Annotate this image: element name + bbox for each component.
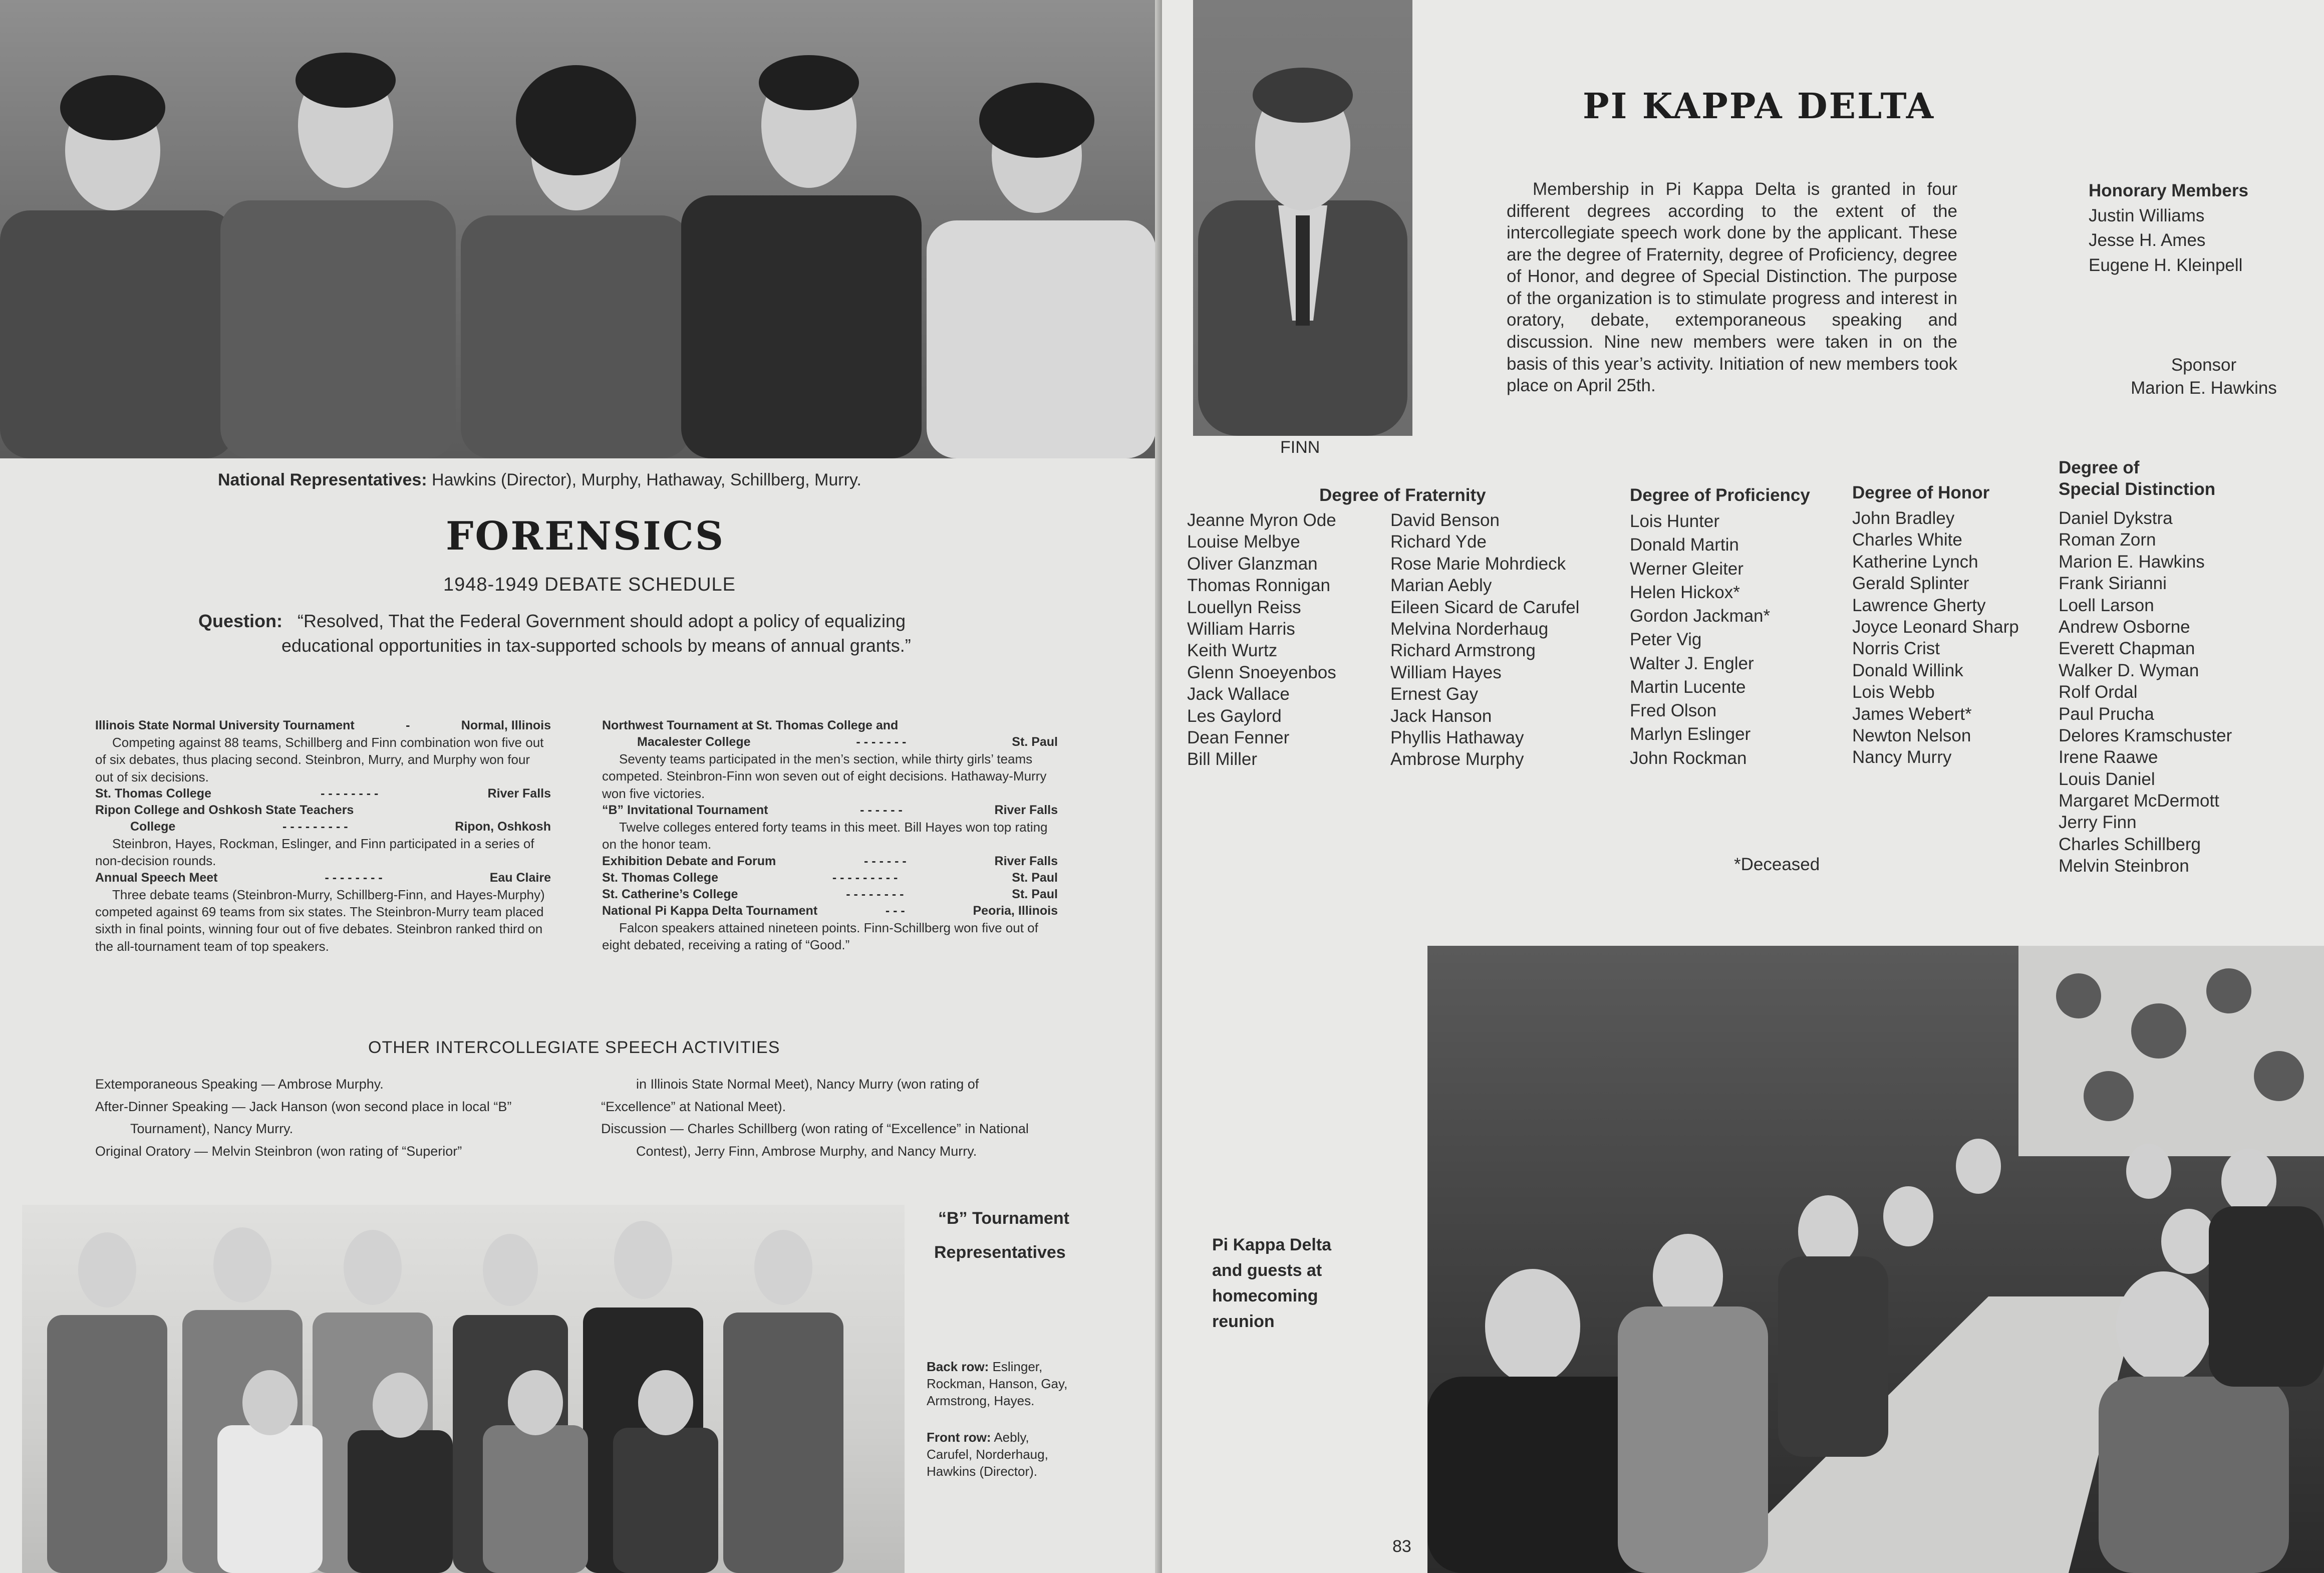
member-name: Fred Olson [1630,701,1717,720]
member-name: Marian Aebly [1390,576,1492,596]
event-name: College [130,819,176,834]
member-name: Nancy Murry [1852,747,1952,767]
member-name: Donald Martin [1630,535,1739,555]
member-name: Rolf Ordal [2059,682,2138,702]
member-name: Eileen Sicard de Carufel [1390,597,1580,617]
schedule-row [602,717,1058,734]
event-place: St. Paul [1012,735,1058,749]
member-name: Jack Hanson [1390,706,1492,726]
member-name: Lois Hunter [1630,511,1719,531]
leader-dots: - - - - - - - - - [282,819,348,834]
member-name: Delores Kramschuster [2059,725,2232,745]
event-place: River Falls [487,786,551,801]
event-description: Steinbron, Hayes, Rockman, Eslinger, and Finn participated in a series of non-decision rounds. [95,836,534,869]
member-name: Louellyn Reiss [1187,597,1301,617]
event-name: Exhibition Debate and Forum [602,854,776,868]
member-name: Thomas Ronnigan [1187,576,1330,596]
back-row-caption [927,1359,1077,1409]
caption-names: Hawkins (Director), Murphy, Hathaway, Schillberg, Murry. [432,470,861,489]
event-name: Macalester College [637,735,751,749]
member-name: Dean Fenner [1187,727,1290,747]
proficiency-list [1630,509,1770,770]
member-name: Helen Hickox* [1630,582,1740,602]
special-list [2059,507,2232,877]
schedule-row [602,853,1058,870]
other-activities-right [601,1073,1057,1162]
event-name: Northwest Tournament at St. Thomas College and [602,718,899,732]
member-name: Lawrence Gherty [1852,595,1986,615]
member-name: Louise Melbye [1187,532,1300,552]
other-activities-heading: OTHER INTERCOLLEGIATE SPEECH ACTIVITIES [368,1038,780,1057]
event-name: Illinois State Normal University Tournament [95,718,355,732]
activity-entry: Original Oratory — Melvin Steinbron (won rating of “Superior” [95,1143,462,1159]
activity-entry: in Illinois State Normal Meet), Nancy Murry (won rating of “Excellence” at National Meet). [601,1077,979,1114]
honorary-member: Jesse H. Ames [2089,230,2206,250]
event-place: Peoria, Illinois [973,903,1058,918]
member-name: Werner Gleiter [1630,559,1744,579]
member-name: Paul Prucha [2059,704,2154,724]
member-name: David Benson [1390,510,1500,530]
leader-dots: - - - - - - - [856,735,907,749]
other-activities-left [95,1073,551,1162]
special-heading-line-2: Special Distinction [2059,479,2216,499]
schedule-row [602,870,1058,886]
member-name: Katherine Lynch [1852,552,1978,572]
event-place: Normal, Illinois [461,718,551,732]
reunion-caption-line: homecoming [1212,1286,1318,1305]
member-name: Roman Zorn [2059,530,2156,550]
finn-portrait [1193,0,1412,436]
member-name: Newton Nelson [1852,725,1971,745]
event-place: River Falls [994,803,1058,817]
schedule-row [602,903,1058,919]
leader-dots: - [406,718,410,732]
schedule-row [602,802,1058,819]
member-name: Bill Miller [1187,749,1257,769]
activity-entry: After-Dinner Speaking — Jack Hanson (won second place in local “B” Tournament), Nancy Murry. [95,1099,512,1137]
member-name: Jerry Finn [2059,813,2137,833]
leader-dots: - - - - - - [860,803,903,817]
member-name: Rose Marie Mohrdieck [1390,554,1566,574]
back-row-label: Back row: [927,1359,989,1374]
event-name: “B” Invitational Tournament [602,803,768,817]
event-description: Three debate teams (Steinbron-Murry, Schillberg-Finn, and Hayes-Murphy) competed against 69 teams from six states. The Steinbron-Murry team placed sixth in final points, winning four out of five debates. Steinbron ranked third on the all-tournament team of top speakers. [95,887,545,954]
right-page [1162,0,2324,1573]
member-name: Richard Yde [1390,532,1487,552]
special-heading-line-1: Degree of [2059,458,2140,477]
honor-list [1852,507,2019,768]
honorary-heading: Honorary Members [2089,181,2248,200]
event-description: Twelve colleges entered forty teams in this meet. Bill Hayes won top rating on the honor team. [602,819,1048,852]
event-name: Annual Speech Meet [95,870,218,885]
forensics-title: FORENSICS [446,513,725,559]
event-place: Eau Claire [489,870,551,885]
member-name: Glenn Snoeyenbos [1187,662,1336,682]
member-name: Martin Lucente [1630,677,1746,697]
member-name: Keith Wurtz [1187,641,1278,661]
event-name: St. Thomas College [95,786,211,801]
top-photo-caption [218,469,861,492]
event-place: St. Paul [1012,887,1058,901]
b-tournament-rows [927,1359,1077,1480]
schedule-row [602,886,1058,903]
question-line-1: “Resolved, That the Federal Government should adopt a policy of equalizing [298,611,906,631]
member-name: William Hayes [1390,662,1502,682]
fraternity-heading: Degree of Fraternity [1319,485,1486,505]
event-description: Falcon speakers attained nineteen points. Finn-Schillberg won five out of eight debated, receiving a rating of “Good.” [602,920,1038,952]
member-name: Walker D. Wyman [2059,660,2199,680]
member-name: John Bradley [1852,508,1955,528]
activity-entry: Extemporaneous Speaking — Ambrose Murphy. [95,1077,384,1092]
leader-dots: - - - - - - [864,854,907,868]
sponsor-name: Marion E. Hawkins [2131,378,2277,398]
event-place: Ripon, Oshkosh [455,819,551,834]
debate-question [198,609,1010,658]
member-name: Peter Vig [1630,630,1702,650]
member-name: Margaret McDermott [2059,791,2219,811]
event-name: Ripon College and Oshkosh State Teachers [95,803,354,817]
leader-dots: - - - - - - - - [846,887,904,901]
back-row-names: Eslinger, Rockman, Hanson, Gay, Armstrong, Hayes. [927,1359,1068,1408]
national-representatives-photo [0,0,1156,458]
member-name: Jeanne Myron Ode [1187,510,1336,530]
member-name: Daniel Dykstra [2059,508,2173,528]
reunion-caption-line: reunion [1212,1312,1275,1331]
honor-heading: Degree of Honor [1852,483,1990,502]
front-row-names: Aebly, Carufel, Norderhaug, Hawkins (Director). [927,1430,1048,1479]
member-name: Melvina Norderhaug [1390,619,1549,639]
event-place: St. Paul [1012,870,1058,885]
honorary-member: Eugene H. Kleinpell [2089,255,2243,276]
event-place: River Falls [994,854,1058,868]
special-heading [2059,457,2215,500]
schedule-row [95,819,551,835]
member-name: Andrew Osborne [2059,617,2190,637]
member-name: Charles Schillberg [2059,834,2201,854]
front-row-caption [927,1429,1077,1480]
member-name: Lois Webb [1852,682,1935,702]
reunion-caption [1212,1232,1331,1335]
member-name: Richard Armstrong [1390,641,1536,661]
member-name: Jack Wallace [1187,684,1290,704]
finn-caption: FINN [1280,438,1320,457]
leader-dots: - - - - - - - - - [832,870,898,885]
member-name: Marion E. Hawkins [2059,552,2205,572]
member-name: Norris Crist [1852,639,1940,659]
question-line-2: educational opportunities in tax-supported schools by means of annual grants.” [281,635,911,656]
b-tournament-line-2: Representatives [934,1243,1066,1262]
member-name: Les Gaylord [1187,706,1282,726]
pi-kappa-delta-title: PI KAPPA DELTA [1583,85,1935,127]
event-description: Competing against 88 teams, Schillberg and Finn combination won five out of six debates, thus placing second. Steinbron, Murry, and Murphy won four out of six decisions. [95,735,544,784]
schedule-heading: 1948-1949 DEBATE SCHEDULE [443,574,736,595]
member-name: Walter J. Engler [1630,653,1754,673]
question-label: Question: [198,611,282,631]
event-name: National Pi Kappa Delta Tournament [602,903,818,918]
schedule-column-1 [95,717,551,955]
event-description: Seventy teams participated in the men’s section, while thirty girls’ teams competed. Steinbron-Finn won seven out of eight decisions. Hathaway-Murry won five victories. [602,751,1047,801]
member-name: Oliver Glanzman [1187,554,1318,574]
member-name: James Webert* [1852,704,1972,724]
leader-dots: - - - - - - - - [325,870,383,885]
member-name: Gordon Jackman* [1630,606,1771,626]
reunion-photo [1427,946,2324,1573]
member-name: Melvin Steinbron [2059,856,2189,876]
deceased-note: *Deceased [1734,855,1820,874]
member-name: Ambrose Murphy [1390,749,1524,769]
honorary-members [2089,178,2248,278]
member-name: Loell Larson [2059,595,2154,615]
honorary-member: Justin Williams [2089,205,2205,225]
member-name: John Rockman [1630,748,1747,768]
leader-dots: - - - - - - - - [321,786,379,801]
member-name: Joyce Leonard Sharp [1852,617,2019,637]
caption-label: National Representatives: [218,470,427,489]
front-row-label: Front row: [927,1430,991,1445]
member-name: Louis Daniel [2059,769,2155,789]
event-name: St. Catherine’s College [602,887,738,901]
b-tournament-line-1: “B” Tournament [938,1209,1069,1228]
intro-paragraph: Membership in Pi Kappa Delta is granted in four different degrees according to the extent of the intercollegiate speech work done by the applicant. These are the degree of Fraternity, degree of Proficiency, degree of Honor, and degree of Special Distinction. The purpose of the organization is to stimulate progress and interest in oratory, debate, extemporaneous speaking and discussion. Nine new members were taken in on the basis of this year’s activity. Initiation of new members took place on April 25th. [1507,179,1957,396]
schedule-row [95,785,551,802]
member-name: Donald Willink [1852,660,1963,680]
member-name: Ernest Gay [1390,684,1479,704]
member-name: Irene Raawe [2059,747,2158,767]
b-tournament-photo [22,1205,905,1573]
member-name: Gerald Splinter [1852,574,1969,594]
sponsor-heading: Sponsor [2171,355,2237,375]
activity-entry: Discussion — Charles Schillberg (won rating of “Excellence” in National Contest), Jerry Finn, Ambrose Murphy, and Nancy Murry. [601,1121,1029,1159]
schedule-row [95,870,551,886]
reunion-caption-line: and guests at [1212,1261,1322,1280]
schedule-row [95,717,551,734]
event-name: St. Thomas College [602,870,718,885]
schedule-column-2 [602,717,1058,953]
sponsor [2104,354,2304,400]
member-name: Phyllis Hathaway [1390,727,1524,747]
member-name: William Harris [1187,619,1295,639]
b-tournament-caption [934,1201,1069,1269]
schedule-row [602,734,1058,750]
member-name: Charles White [1852,530,1962,550]
page-number: 83 [1392,1537,1411,1556]
proficiency-heading: Degree of Proficiency [1630,485,1810,505]
leader-dots: - - - [885,903,905,918]
member-name: Everett Chapman [2059,639,2195,659]
fraternity-list-b [1390,509,1579,770]
fraternity-list-a [1187,509,1336,770]
member-name: Marlyn Eslinger [1630,724,1751,744]
schedule-row [95,802,551,819]
reunion-caption-line: Pi Kappa Delta [1212,1235,1332,1254]
member-name: Frank Sirianni [2059,574,2167,594]
